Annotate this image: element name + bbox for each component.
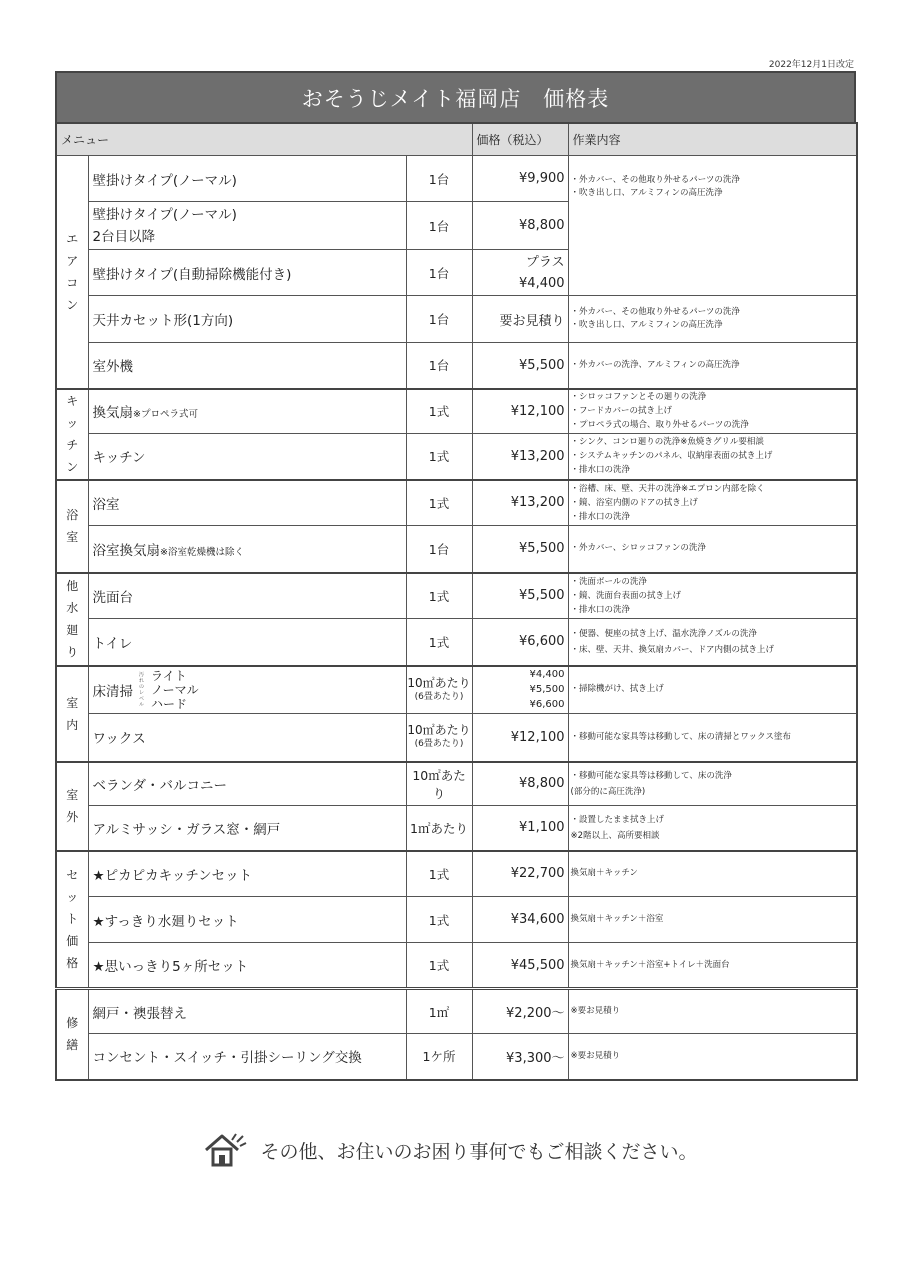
item-price: ¥3,300～ (472, 1034, 568, 1080)
table-row (56, 434, 857, 480)
item-price: ¥5,500 (472, 343, 568, 389)
item-price: ¥5,500 (472, 526, 568, 573)
item-name: アルミサッシ・ガラス窓・網戸 (88, 806, 406, 851)
item-desc: 換気扇＋キッチン＋浴室 (568, 897, 857, 943)
item-unit: 1式 (406, 897, 472, 943)
table-header (56, 123, 857, 156)
item-price: ¥8,800 (472, 762, 568, 806)
item-unit: 1台 (406, 526, 472, 573)
item-name: ベランダ・バルコニー (88, 762, 406, 806)
item-desc: ・便器、便座の拭き上げ、温水洗浄ノズルの洗浄 ・床、壁、天井、換気扇カバー、ドア内側の拭き上げ (568, 619, 857, 666)
item-unit: 1ケ所 (406, 1034, 472, 1080)
table-row (56, 989, 857, 1034)
item-price: ¥13,200 (472, 480, 568, 526)
table-row (56, 666, 857, 714)
footer-text: その他、お住いのお困り事何でもご相談ください。 (260, 1141, 698, 1163)
item-price: ¥45,500 (472, 943, 568, 989)
item-unit: 1式 (406, 851, 472, 897)
item-price: ¥9,900 (472, 156, 568, 202)
item-price: ¥5,500 (472, 573, 568, 619)
category-aircon: エアコン (56, 156, 88, 389)
table-row (56, 480, 857, 526)
item-name: コンセント・スイッチ・引掛シーリング交換 (88, 1034, 406, 1080)
house-icon (202, 1128, 250, 1173)
item-price: ¥13,200 (472, 434, 568, 480)
item-price: ¥1,100 (472, 806, 568, 851)
table-row (56, 389, 857, 434)
item-unit: 10㎡あたり (6畳あたり) (406, 714, 472, 762)
category-repair: 修繕 (56, 989, 88, 1080)
category-set: セット価格 (56, 851, 88, 989)
table-row (56, 714, 857, 762)
item-desc: ・シンク、コンロ廻りの洗浄※魚焼きグリル要相談 ・システムキッチンのパネル、収納扉表面の拭き上げ ・排水口の洗浄 (568, 434, 857, 480)
item-price: ¥8,800 (472, 202, 568, 250)
item-unit: 1㎡あたり (406, 806, 472, 851)
item-name: 天井カセット形(1方向) (88, 296, 406, 343)
item-name: 壁掛けタイプ(ノーマル) 2台目以降 (88, 202, 406, 250)
revision-date: 2022年12月1日改定 (768, 60, 854, 70)
item-desc: ・移動可能な家具等は移動して、床の洗浄 (部分的に高圧洗浄) (568, 762, 857, 806)
page-title: おそうじメイト福岡店 価格表 (55, 71, 856, 122)
item-desc: ※要お見積り (568, 1034, 857, 1080)
item-desc: ・外カバー、その他取り外せるパーツの洗浄 ・吹き出し口、アルミフィンの高圧洗浄 (568, 156, 857, 296)
item-unit: 1台 (406, 250, 472, 296)
item-unit: 1式 (406, 943, 472, 989)
item-price: ¥34,600 (472, 897, 568, 943)
category-outdoor: 室外 (56, 762, 88, 851)
table-row (56, 619, 857, 666)
item-price: プラス ¥4,400 (472, 250, 568, 296)
item-desc: ・設置したまま拭き上げ ※2階以上、高所要相談 (568, 806, 857, 851)
item-desc: ・外カバー、その他取り外せるパーツの洗浄 ・吹き出し口、アルミフィンの高圧洗浄 (568, 296, 857, 343)
item-unit: 1式 (406, 619, 472, 666)
item-unit: 1式 (406, 389, 472, 434)
table-row (56, 897, 857, 943)
item-unit: 1台 (406, 296, 472, 343)
item-price: ¥2,200～ (472, 989, 568, 1034)
item-name: 壁掛けタイプ(自動掃除機能付き) (88, 250, 406, 296)
price-sheet (55, 71, 856, 1081)
item-name: 室外機 (88, 343, 406, 389)
item-unit: 10㎡あたり (406, 762, 472, 806)
item-name: ★ピカピカキッチンセット (88, 851, 406, 897)
item-price: ¥22,700 (472, 851, 568, 897)
item-unit: 1式 (406, 480, 472, 526)
table-row (56, 343, 857, 389)
item-price: ¥4,400 ¥5,500 ¥6,600 (472, 666, 568, 714)
category-indoor: 室内 (56, 666, 88, 762)
header-menu: メニュー (56, 123, 472, 156)
item-unit: 1台 (406, 156, 472, 202)
item-name: ★思いっきり5ヶ所セット (88, 943, 406, 989)
header-work: 作業内容 (568, 123, 857, 156)
item-name: ワックス (88, 714, 406, 762)
item-name: 浴室 (88, 480, 406, 526)
item-unit: 1台 (406, 343, 472, 389)
item-unit: 1式 (406, 434, 472, 480)
item-desc: ・浴槽、床、壁、天井の洗浄※エプロン内部を除く ・鏡、浴室内側のドアの拭き上げ ・排水口の洗浄 (568, 480, 857, 526)
table-row (56, 1034, 857, 1080)
item-name: 浴室換気扇※浴室乾燥機は除く (88, 526, 406, 573)
item-unit: 10㎡あたり (6畳あたり) (406, 666, 472, 714)
item-desc: ・洗面ボールの洗浄 ・鏡、洗面台表面の拭き上げ ・排水口の洗浄 (568, 573, 857, 619)
item-desc: 換気扇＋キッチン＋浴室+トイレ＋洗面台 (568, 943, 857, 989)
item-price: ¥12,100 (472, 714, 568, 762)
price-table (55, 122, 858, 1081)
item-name: キッチン (88, 434, 406, 480)
item-desc: ・移動可能な家具等は移動して、床の清掃とワックス塗布 (568, 714, 857, 762)
item-desc: ・外カバー、シロッコファンの洗浄 (568, 526, 857, 573)
item-name: 換気扇※プロペラ式可 (88, 389, 406, 434)
item-unit: 1㎡ (406, 989, 472, 1034)
item-name: 網戸・襖張替え (88, 989, 406, 1034)
item-name: 洗面台 (88, 573, 406, 619)
item-name: ★すっきり水廻りセット (88, 897, 406, 943)
table-row (56, 943, 857, 989)
item-desc: ※要お見積り (568, 989, 857, 1034)
table-row (56, 156, 857, 202)
table-row (56, 851, 857, 897)
footer-message (0, 1128, 900, 1173)
item-name: トイレ (88, 619, 406, 666)
item-desc: ・掃除機がけ、拭き上げ (568, 666, 857, 714)
table-row (56, 573, 857, 619)
item-unit: 1台 (406, 202, 472, 250)
item-price: ¥6,600 (472, 619, 568, 666)
item-name: 壁掛けタイプ(ノーマル) (88, 156, 406, 202)
category-kitchen: キッチン (56, 389, 88, 480)
category-water: 他水廻り (56, 573, 88, 666)
table-row (56, 296, 857, 343)
table-row (56, 526, 857, 573)
table-row (56, 762, 857, 806)
item-price: 要お見積り (472, 296, 568, 343)
table-row (56, 806, 857, 851)
item-desc: ・シロッコファンとその廻りの洗浄 ・フードカバーの拭き上げ ・プロペラ式の場合、取り外せるパーツの洗浄 (568, 389, 857, 434)
item-desc: ・外カバーの洗浄、アルミフィンの高圧洗浄 (568, 343, 857, 389)
item-desc: 換気扇＋キッチン (568, 851, 857, 897)
item-name: 床清掃 汚れのレベル ライト ノーマル ハード (88, 666, 406, 714)
item-unit: 1式 (406, 573, 472, 619)
header-price: 価格（税込） (472, 123, 568, 156)
category-bath: 浴室 (56, 480, 88, 573)
item-price: ¥12,100 (472, 389, 568, 434)
